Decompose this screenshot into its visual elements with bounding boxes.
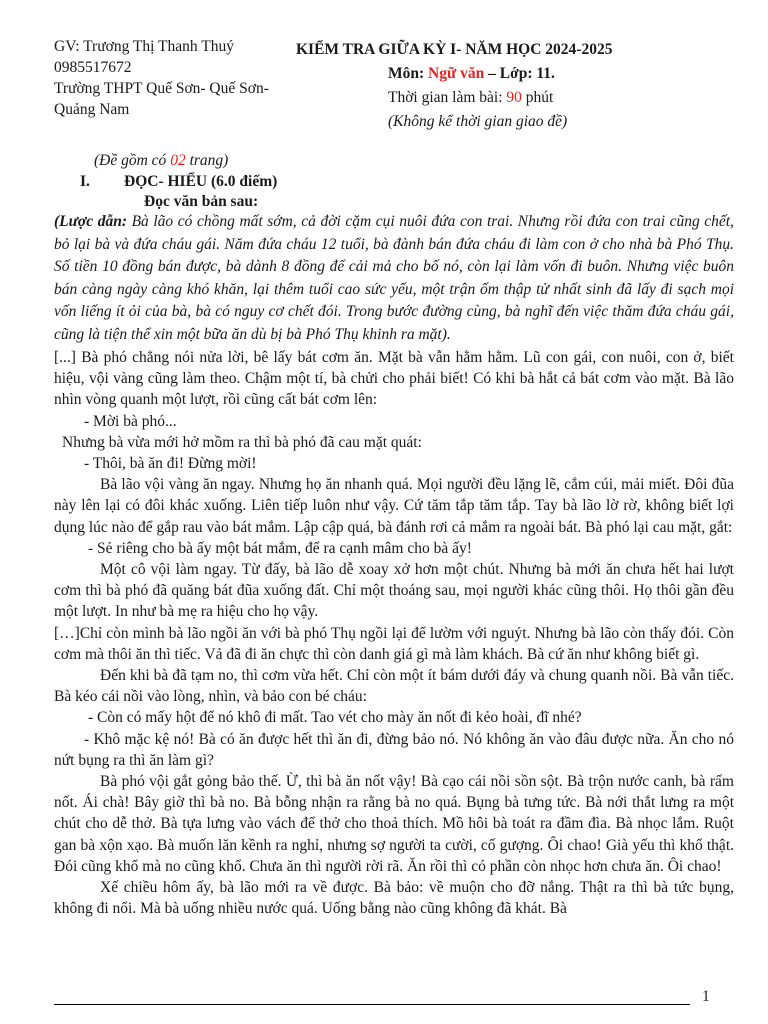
passage-paragraph: - Còn có mấy hột để nó khô đi mất. Tao vét cho mày ăn nốt đi kẻo hoài, đĩ nhé? bbox=[88, 709, 582, 727]
subject-prefix: Môn: bbox=[388, 65, 429, 82]
summary-label: (Lược dẫn: bbox=[54, 213, 127, 230]
teacher-phone: 0985517672 bbox=[54, 59, 132, 76]
time-note: (Không kể thời gian giao đề) bbox=[388, 113, 568, 130]
section-title: ĐỌC- HIỂU (6.0 điểm) bbox=[124, 173, 278, 190]
exam-header bbox=[296, 38, 756, 134]
pages-value: 02 bbox=[170, 152, 186, 169]
pages-prefix: (Đề gồm có bbox=[94, 152, 171, 169]
passage-paragraph: Nhưng bà vừa mới hở mồm ra thì bà phó đã cau mặt quát: bbox=[62, 433, 422, 451]
time-value: 90 bbox=[506, 89, 522, 106]
time-suffix: phút bbox=[521, 89, 554, 106]
teacher-name: GV: Trương Thị Thanh Thuý bbox=[54, 38, 234, 55]
exam-title: KIỂM TRA GIỮA KỲ I- NĂM HỌC 2024-2025 bbox=[296, 41, 613, 58]
page-count-note bbox=[94, 152, 228, 170]
school-name: Trường THPT Quế Sơn- Quế Sơn- Quảng Nam bbox=[54, 80, 269, 118]
passage-paragraph: - Sẻ riêng cho bà ấy một bát mắm, để ra cạnh mâm cho bà ấy! bbox=[88, 539, 472, 557]
passage-paragraph: - Khô mặc kệ nó! Bà có ăn được hết thì ăn đi, đừng bảo nó. Nó không ăn vào đâu được nữa. Ăn cho nó nứt bụng ra thì ăn làm gì? bbox=[54, 730, 734, 769]
subject-suffix: – Lớp: 11. bbox=[484, 65, 555, 82]
passage-paragraph: - Mời bà phó... bbox=[84, 412, 177, 430]
section-number: I. bbox=[80, 173, 90, 190]
pages-suffix: trang) bbox=[185, 152, 229, 169]
passage-paragraph: Đến khi bà đã tạm no, thì cơm vừa hết. Chỉ còn một ít bám dưới đáy và chung quanh nồi. Bà vẫn tiếc. Bà kéo cái nồi vào lòng, nhìn, và bảo con bé cháu: bbox=[54, 667, 734, 706]
passage-paragraph: - Thôi, bà ăn đi! Đừng mời! bbox=[84, 455, 257, 473]
passage-paragraph: Bà phó vội gắt gỏng bảo thế. Ừ, thì bà ăn nốt vậy! Bà cạo cái nồi sồn sột. Bà trộn nước canh, bà rấm nốt. Ái chà! Bây giờ thì bà no. Bà bỗng nhận ra rằng bà no quá. Bụng bà tưng tức. Bà nới thắt lưng ra một chút cho dễ thở. Bà tựa lưng vào vách để thở cho thoả thích. Mồ hôi bà toát ra đầm đìa. Bà nhọc lắm. Ruột gan bà xộn xạo. Bà muốn lăn kềnh ra nghỉ, nhưng sợ người ta cười, cố gượng. Ôi chao! Già yếu thì khổ thật. Đói cũng khổ mà no cũng khổ. Chưa ăn thì người rời rã. Ăn rồi thì có phần còn nhọc hơn chưa ăn. Ôi chao! bbox=[54, 773, 734, 875]
passage-paragraph: […]Chỉ còn mình bà lão ngồi ăn với bà phó Thụ ngồi lại để lườm với nguýt. Nhưng bà lão còn thấy đói. Còn cơm mà thôi ăn thì tiếc. Vả đã đi ăn chực thì còn danh giá gì mà làm khách. Bà cứ ăn như không biết gì. bbox=[54, 624, 734, 663]
summary-paragraph bbox=[54, 211, 734, 346]
summary-text: Bà lão có chồng mất sớm, cả đời cặm cụi nuôi đứa con trai. Nhưng rồi đứa con trai cũng chết, bỏ lại bà và đứa cháu gái. Năm đứa cháu 12 tuổi, bà đành bán đứa cháu đi làm con ở cho nhà bà Phó Thụ. Số tiền 10 đồng bán được, bà dành 8 đồng để cải mả cho bố nó, còn lại làm vốn đi buôn. Nhưng việc buôn bán càng ngày càng khó khăn, lại thêm tuổi cao sức yếu, một trận ốm thập tử nhất sinh đã lấy đi sạch mọi vốn liếng ít ỏi của bà, bà có nguy cơ chết đói. Trong bước đường cùng, bà nghĩ đến việc thăm đứa cháu gái, cũng là tiện thể xin một bữa ăn dù bị bà Phó Thụ khinh ra mặt). bbox=[54, 213, 734, 343]
exam-subject bbox=[388, 62, 756, 86]
footer-rule bbox=[54, 1004, 690, 1005]
teacher-info bbox=[54, 36, 289, 120]
page-number: 1 bbox=[702, 988, 710, 1005]
passage-paragraph: Xế chiều hôm ấy, bà lão mới ra về được. Bà bảo: về muộn cho đỡ nắng. Thật ra thì bà tức bụng, không đi nổi. Mà bà uống nhiều nước quá. Uống bằng nào cũng không đã khát. Bà bbox=[54, 879, 734, 918]
passage-paragraph: Bà lão vội vàng ăn ngay. Nhưng họ ăn nhanh quá. Mọi người đều lặng lẽ, cắm cúi, mải miết. Đôi đũa này lên lại có đôi khác xuống. Liên tiếp luôn như vậy. Cứ tăm tắp tăm tắp. Tay bà lão lờ rờ, không biết lợi dụng lúc nào để gắp rau vào bát mắm. Lập cập quá, bà đánh rơi cả mắm ra ngoài bát. Bà phó lại cau mặt, gắt: bbox=[54, 476, 734, 536]
reading-instruction: Đọc văn bản sau: bbox=[144, 193, 259, 210]
passage-paragraph: Một cô vội làm ngay. Từ đấy, bà lão dễ xoay xở hơn một chút. Nhưng bà mới ăn chưa hết hai lượt cơm thì bà phó đã quăng bát đũa xuống đất. Chỉ một thoáng sau, mọi người khác cũng thôi. Họ thôi gần đều một lượt. In như bà mẹ ra hiệu cho họ vậy. bbox=[54, 561, 734, 621]
passage-paragraph: [...] Bà phó chẳng nói nửa lời, bê lấy bát cơm ăn. Mặt bà vẫn hằm hằm. Lũ con gái, con nuôi, con ở, biết hiệu, vội vàng cũng làm theo. Chậm một tí, bà chửi cho phải biết! Có khi bà hắt cả bát cơm vào mặt. Bà lão nhìn vòng quanh một lượt, rồi cũng cất bát cơm lên: bbox=[54, 349, 734, 409]
exam-time bbox=[388, 86, 756, 110]
time-prefix: Thời gian làm bài: bbox=[388, 89, 507, 106]
subject-name: Ngữ văn bbox=[428, 65, 485, 82]
section-heading bbox=[80, 173, 277, 191]
reading-passage bbox=[54, 211, 734, 919]
